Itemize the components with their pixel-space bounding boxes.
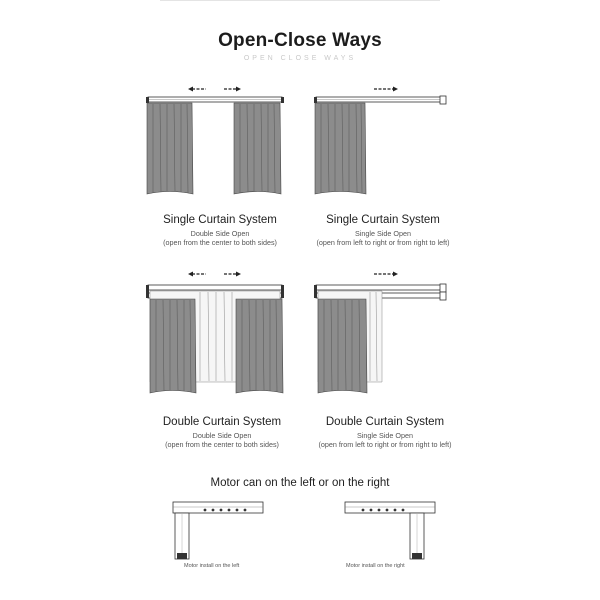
curtain-panel <box>315 103 366 194</box>
single-curtain-double-open-illustration <box>140 76 290 200</box>
arrows-both-sides <box>188 87 241 92</box>
panel-1-line1: Double Side Open <box>190 229 250 238</box>
right-curtain-panel <box>234 103 281 194</box>
page-subtitle: OPEN CLOSE WAYS <box>243 55 357 62</box>
panel-2-caption <box>278 214 488 247</box>
arrow-one-side <box>374 272 398 277</box>
arrows-both-sides <box>188 272 241 277</box>
panel-1-line2: (open from the center to both sides) <box>163 238 277 247</box>
panel-4-line1: Single Side Open <box>357 431 413 440</box>
panel-3-line2: (open from the center to both sides) <box>165 440 279 449</box>
panel-3-line1: Double Side Open <box>192 431 252 440</box>
panel-2-title: Single Curtain System <box>326 214 440 226</box>
motor-unit <box>410 513 424 559</box>
arrow-one-side <box>374 87 398 92</box>
motor-left-illustration <box>170 500 270 562</box>
panel-2-line1: Single Side Open <box>355 229 411 238</box>
panel-1-title: Single Curtain System <box>163 214 277 226</box>
top-divider <box>160 0 440 1</box>
curtain-panel <box>318 299 367 393</box>
single-curtain-single-open-illustration <box>308 76 458 200</box>
double-curtain-double-open-illustration <box>140 260 290 396</box>
left-curtain-panel <box>150 299 196 393</box>
motor-unit <box>175 513 189 559</box>
double-curtain-single-open-illustration <box>308 260 458 396</box>
panel-3-title: Double Curtain System <box>162 416 282 428</box>
left-curtain-panel <box>147 103 193 194</box>
motor-left-caption: Motor install on the left <box>184 563 240 569</box>
panel-2-line2: (open from left to right or from right to left) <box>316 238 450 247</box>
motor-right-caption: Motor install on the right <box>346 563 405 569</box>
right-curtain-panel <box>236 299 283 393</box>
panel-4-caption <box>280 416 490 449</box>
motor-right-illustration <box>338 500 438 562</box>
panel-4-line2: (open from left to right or from right to left) <box>318 440 452 449</box>
panel-4-title: Double Curtain System <box>325 416 445 428</box>
rail <box>146 97 284 103</box>
motor-section-title: Motor can on the left or on the right <box>210 477 390 489</box>
page-title: Open-Close Ways <box>218 30 382 51</box>
